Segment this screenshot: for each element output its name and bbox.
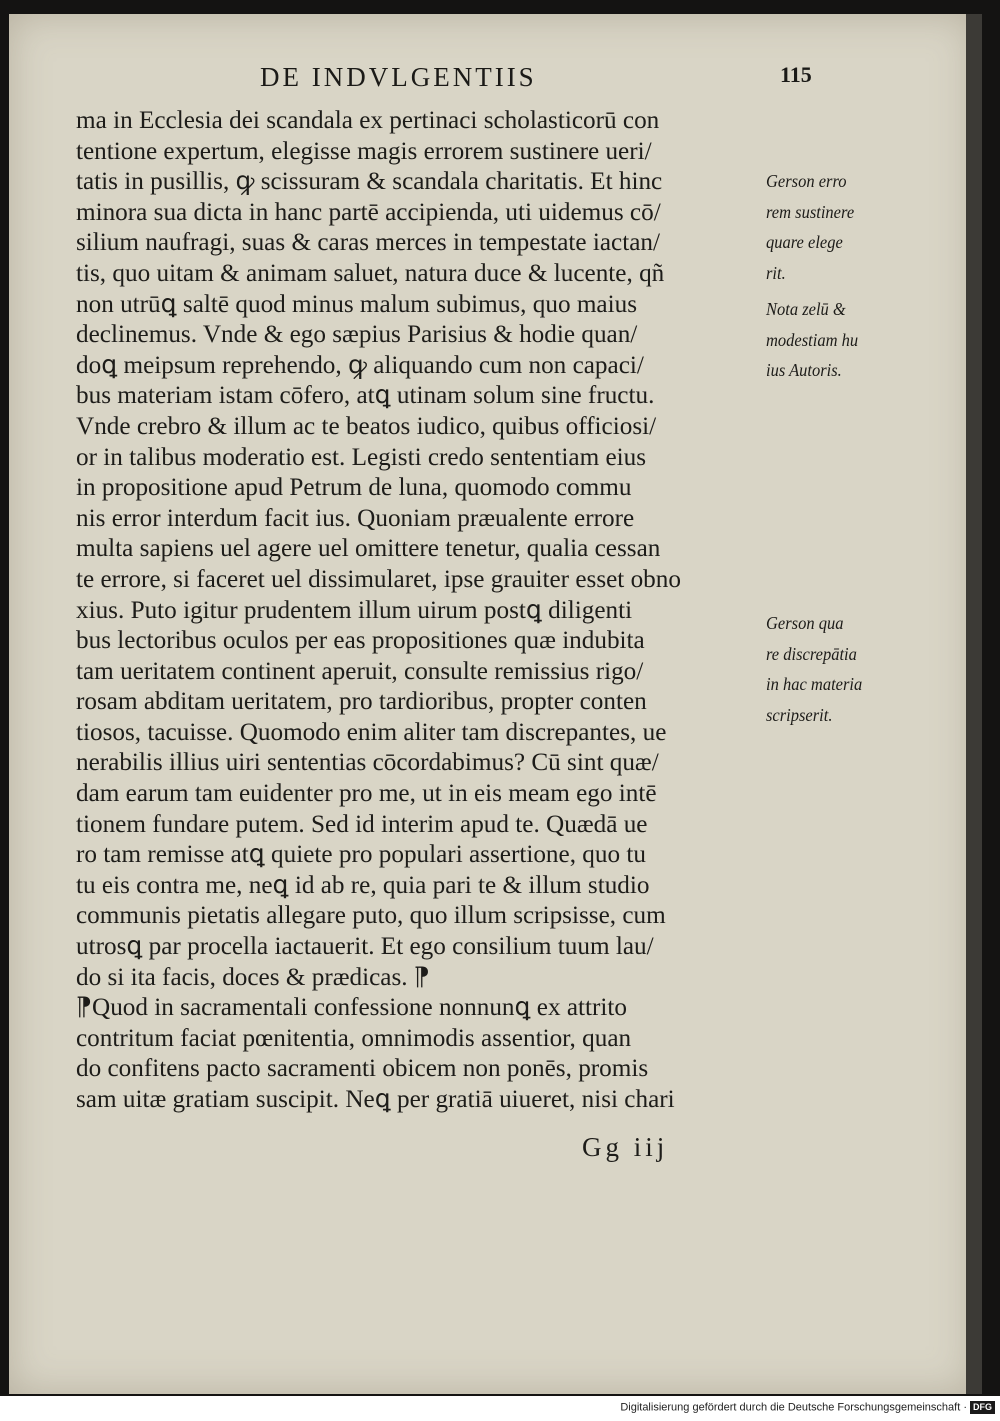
credit-text: Digitalisierung gefördert durch die Deutsche Forschungsgemeinschaft · [620,1401,967,1414]
marginal-line: modestiam hu [766,329,859,350]
marginal-note-3 [766,608,906,730]
dfg-logo: DFG [970,1401,995,1414]
text-line: silium naufragi, suas & caras merces in tempestate iactan/ [76,229,660,257]
page-edge [966,14,982,1394]
main-text-block [76,106,766,1116]
marginal-line: Gerson erro [766,171,847,191]
text-line: sam uitæ gratiam suscipit. Neꝗ per gratiā uiueret, nisi chari [76,1086,675,1113]
running-title: DE INDVLGENTIIS [260,62,537,92]
marginal-line: re discrepātia [766,643,857,664]
text-line: ro tam remisse atꝗ quiete pro populari assertione, quo tu [76,841,646,869]
marginal-line: in hac materia [766,674,863,695]
marginal-line: scripserit. [766,704,833,725]
text-line: tatis in pusillis, ꝙ scissuram & scandala charitatis. Et hinc [76,168,663,196]
text-line: ⁋Quod in sacramentali confessione nonnunꝗ ex attrito [76,994,628,1022]
text-line: non utrūꝗ saltē quod minus malum subimus, quo maius [76,290,637,318]
text-line: bus materiam istam cōfero, atꝗ utinam solum sine fructu. [76,382,655,410]
text-line: or in talibus moderatio est. Legisti credo sententiam eius [76,443,647,471]
marginal-note-1 [766,166,906,288]
marginal-line: Gerson qua [766,613,844,633]
text-line: tam ueritatem continent aperuit, consulte remissius rigo/ [76,657,644,685]
text-line: nerabilis illius uiri sententias cōcordabimus? Cū sint quæ/ [76,749,659,777]
marginal-line: rit. [766,262,786,283]
text-line: communis pietatis allegare puto, quo illum scripsisse, cum [76,902,666,930]
text-line: multa sapiens uel agere uel omittere tenetur, qualia cessan [76,535,661,563]
signature-mark: Gg iij [582,1132,669,1162]
text-line: in propositione apud Petrum de luna, quomodo commu [76,474,632,502]
text-line: tiosos, tacuisse. Quomodo enim aliter tam discrepantes, ue [76,718,667,746]
text-line: bus lectoribus oculos per eas propositiones quæ indubita [76,627,645,655]
marginal-line: quare elege [766,232,843,253]
text-line: te errore, si faceret uel dissimularet, ipse grauiter esset obno [76,565,681,593]
text-line: nis error interdum facit ius. Quoniam præualente errore [76,504,635,532]
text-line: dam earum tam euidenter pro me, ut in eis meam ego intē [76,780,657,808]
text-line: tionem fundare putem. Sed id interim apud te. Quædā ue [76,810,648,838]
text-line: contritum faciat pœnitentia, omnimodis assentior, quan [76,1024,632,1052]
text-line: utrosꝗ par procella iactauerit. Et ego consilium tuum lau/ [76,933,654,961]
marginal-line: ius Autoris. [766,360,842,381]
text-line: doꝗ meipsum reprehendo, ꝙ aliquando cum non capaci/ [76,351,644,379]
text-line: xius. Puto igitur prudentem illum uirum postꝗ diligenti [76,596,633,624]
folio-number: 115 [780,62,812,87]
marginal-line: rem sustinere [766,201,855,222]
text-line: do confitens pacto sacramenti obicem non ponēs, promis [76,1055,649,1083]
text-line: tu eis contra me, neꝗ id ab re, quia pari te & illum studio [76,871,650,899]
text-line: do si ita facis, doces & prædicas. ⁋ [76,963,430,991]
text-line: ma in Ecclesia dei scandala ex pertinaci scholasticorū con [76,107,660,134]
digitization-credit [600,1401,995,1419]
text-line: minora sua dicta in hanc partē accipienda, uti uidemus cō/ [76,198,661,226]
text-line: tis, quo uitam & animam saluet, natura duce & lucente, qñ [76,259,665,287]
marginal-line: Nota zelū & [766,299,846,319]
text-line: Vnde crebro & illum ac te beatos iudico, quibus officiosi/ [76,412,657,440]
text-line: rosam abditam ueritatem, pro tardioribus, propter conten [76,688,647,716]
marginal-note-2 [766,294,906,386]
text-line: tentione expertum, elegisse magis errorem sustinere ueri/ [76,137,652,165]
text-line: declinemus. Vnde & ego sæpius Parisius & hodie quan/ [76,321,638,349]
